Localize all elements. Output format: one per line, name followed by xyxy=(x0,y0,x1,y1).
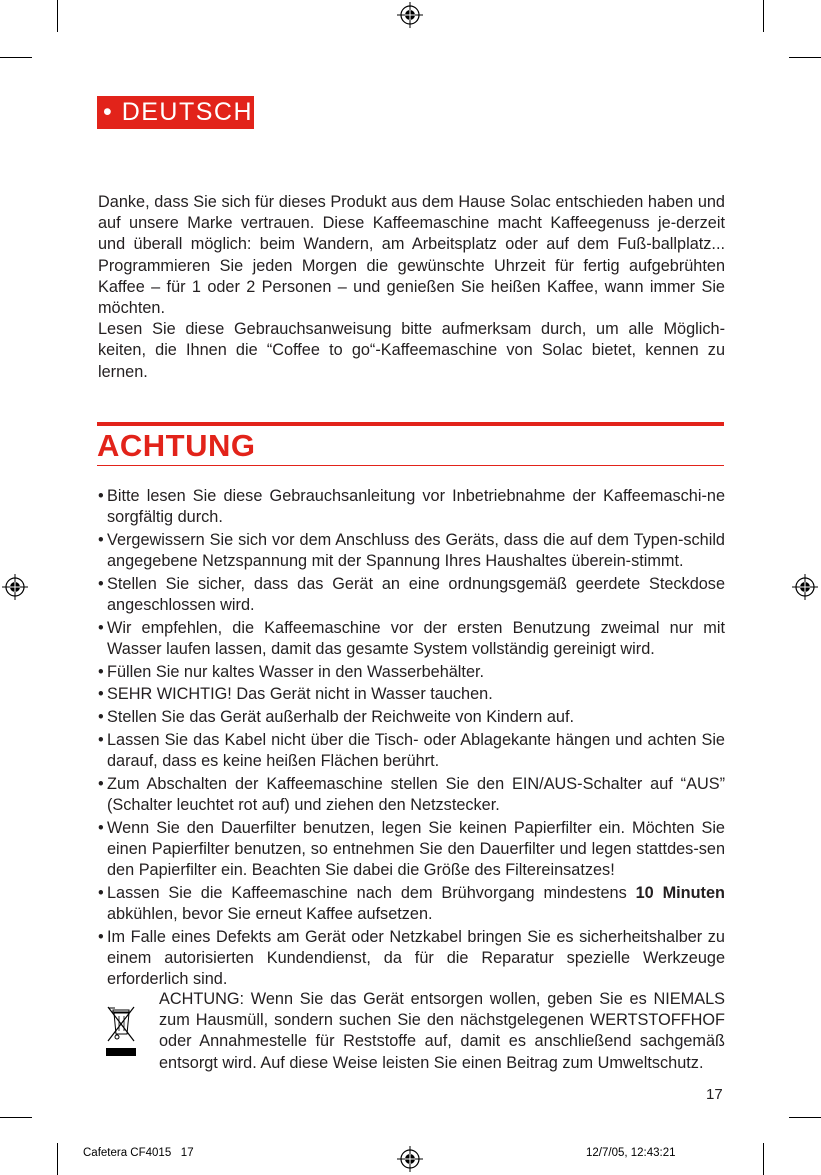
list-item: • Im Falle eines Defekts am Gerät oder Netzkabel bringen Sie es sicherheitshalber zu einem autorisierten Kundendienst, da für die Reparatur spezielle Werkzeuge erforderlich sind. xyxy=(98,927,725,988)
crop-mark xyxy=(763,1143,764,1175)
registration-mark-icon xyxy=(397,2,423,28)
crop-mark xyxy=(57,1143,58,1175)
registration-mark-icon xyxy=(2,574,28,600)
section-title: ACHTUNG xyxy=(97,428,256,463)
intro-paragraph: Lesen Sie diese Gebrauchsanweisung bitte aufmerksam durch, um alle Möglich-keiten, die Ihnen die “Coffee to go“-Kaffeemaschine von Solac bietet, kennen zu lernen. xyxy=(98,320,725,381)
list-item: • Füllen Sie nur kaltes Wasser in den Wasserbehälter. xyxy=(98,662,485,681)
page-number: 17 xyxy=(706,1086,723,1103)
section-rule xyxy=(97,465,724,466)
list-item: • Vergewissern Sie sich vor dem Anschluss des Geräts, dass die auf dem Typen-schild angegebene Netzspannung mit der Spannung Ihres Haushaltes überein-stimmt. xyxy=(98,530,725,571)
list-item: • Wir empfehlen, die Kaffeemaschine vor der ersten Benutzung zweimal nur mit Wasser laufen lassen, damit das gesamte System vollständig gereinigt wird. xyxy=(98,618,725,658)
list-item: • Stellen Sie das Gerät außerhalb der Reichweite von Kindern auf. xyxy=(98,708,574,727)
list-item: • Lassen Sie die Kaffeemaschine nach dem Brühvorgang mindestens 10 Minuten abkühlen, bevor Sie erneut Kaffee aufsetzen. xyxy=(98,883,725,923)
list-item: • Wenn Sie den Dauerfilter benutzen, legen Sie keinen Papierfilter ein. Möchten Sie einen Papierfilter benutzen, so entnehmen Sie den Dauerfilter und legen stattdes-sen den Papierfilter ein. Beachten Sie dabei die Größe des Filtereinsatzes! xyxy=(98,818,725,879)
crop-mark xyxy=(763,0,764,32)
list-item: • Stellen Sie sicher, dass das Gerät an eine ordnungsgemäß geerdete Steckdose angeschlossen wird. xyxy=(98,574,725,615)
crop-mark xyxy=(0,57,32,58)
crop-mark xyxy=(57,0,58,32)
crop-mark xyxy=(789,57,821,58)
registration-mark-icon xyxy=(397,1146,423,1172)
intro-paragraph: Danke, dass Sie sich für dieses Produkt aus dem Hause Solac entschieden haben und auf unsere Marke vertrauen. Diese Kaffeemaschine macht Kaffeegenuss je-derzeit und überall möglich: beim Wandern, am Arbeitsplatz oder auf dem Fuß-ballplatz... Programmieren Sie jeden Morgen die gewünschte Uhrzeit für fertig aufgebrühten Kaffee – für 1 oder 2 Personen – und genießen Sie heißen Kaffee, wann immer Sie möchten. xyxy=(98,193,725,318)
intro-text xyxy=(98,192,725,383)
print-slug-file: Cafetera CF4015 17 xyxy=(83,1147,194,1159)
list-item: • Lassen Sie das Kabel nicht über die Tisch- oder Ablagekante hängen und achten Sie darauf, dass es keine heißen Flächen berührt. xyxy=(98,730,725,770)
list-item: • Bitte lesen Sie diese Gebrauchsanleitung vor Inbetriebnahme der Kaffeemaschi-ne sorgfältig durch. xyxy=(98,487,725,527)
crossed-out-wheelie-bin-icon xyxy=(106,1003,136,1059)
print-slug-date: 12/7/05, 12:43:21 xyxy=(586,1147,676,1159)
section-rule xyxy=(97,422,724,426)
disposal-notice: ACHTUNG: Wenn Sie das Gerät entsorgen wollen, geben Sie es NIEMALS zum Hausmüll, sondern suchen Sie den nächstgelegenen WERTSTOFFHOF oder Annahmestelle für Reststoffe auf, damit es anschließend sachgemäß entsorgt wird. Auf diese Weise leisten Sie einen Beitrag zum Umweltschutz. xyxy=(159,990,725,1072)
crop-mark xyxy=(789,1117,821,1118)
list-item: • SEHR WICHTIG! Das Gerät nicht in Wasser tauchen. xyxy=(98,685,493,704)
language-badge: • DEUTSCH xyxy=(97,96,254,129)
registration-mark-icon xyxy=(792,574,818,600)
crop-mark xyxy=(0,1117,32,1118)
list-item: • Zum Abschalten der Kaffeemaschine stellen Sie den EIN/AUS-Schalter auf “AUS” (Schalter leuchtet rot auf) und ziehen den Netzstecker. xyxy=(98,774,725,814)
warning-list xyxy=(98,486,725,992)
